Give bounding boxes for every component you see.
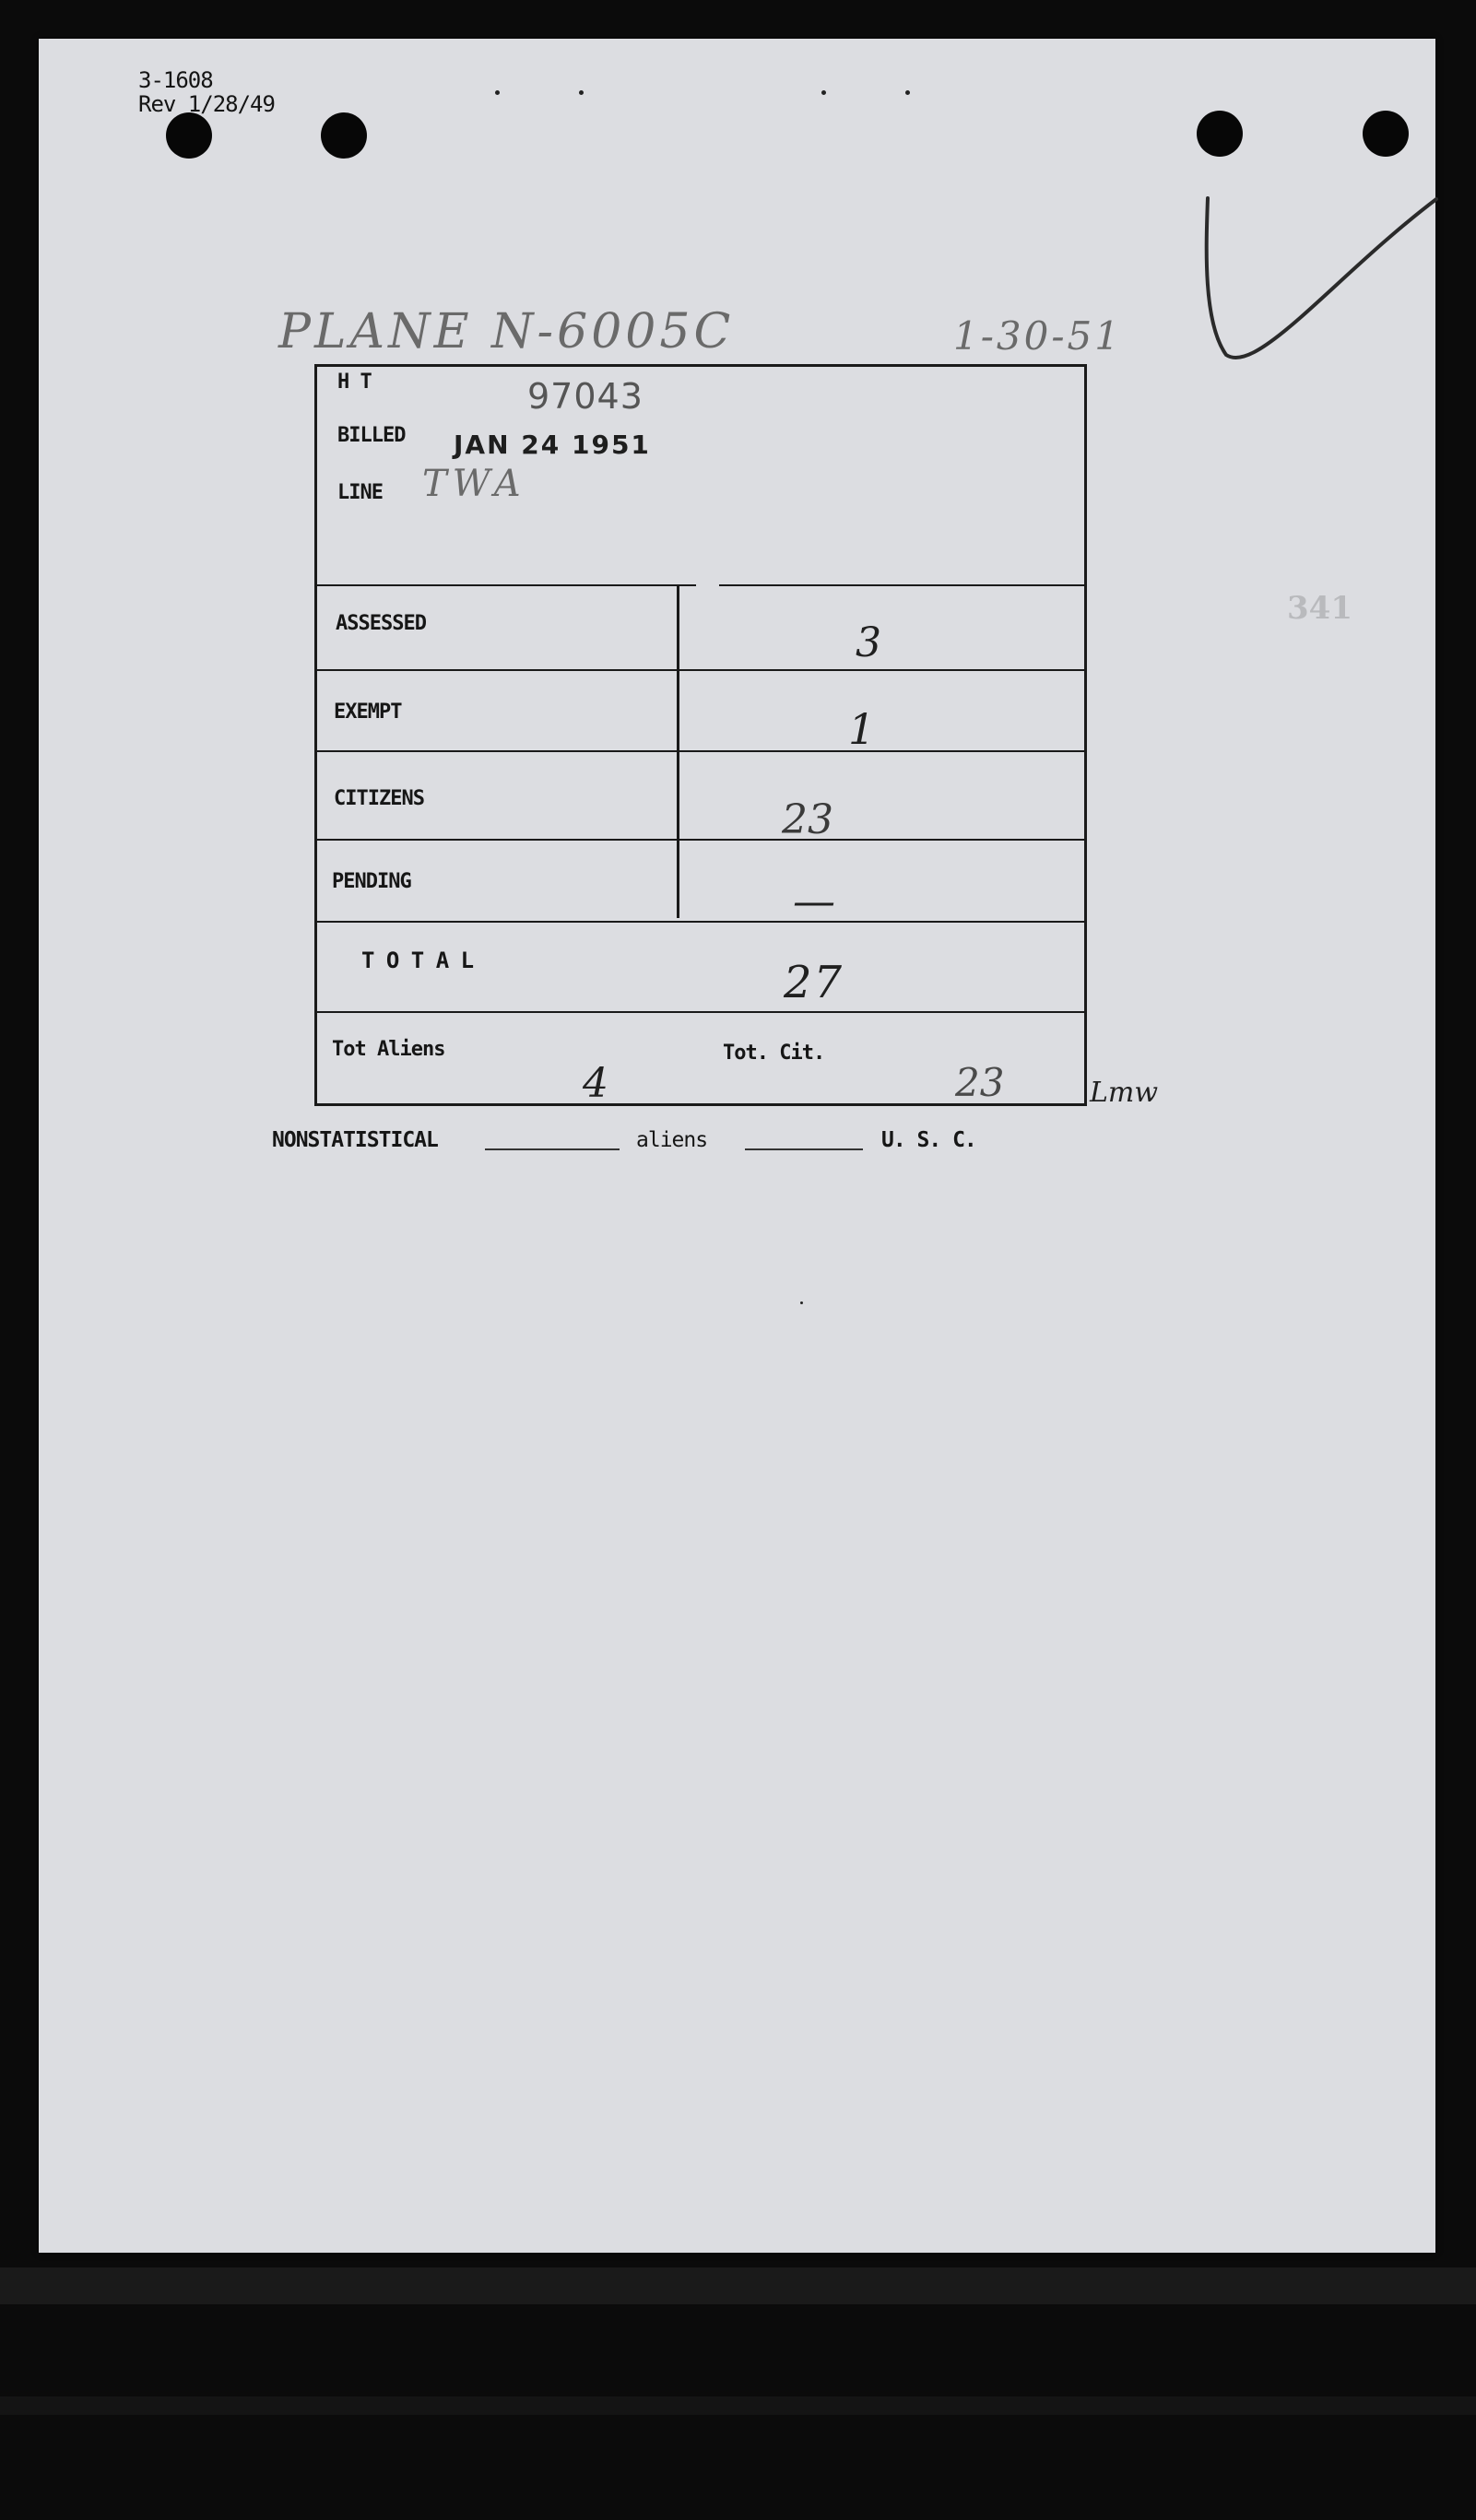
divider [314, 921, 1087, 923]
divider [314, 750, 1087, 752]
divider [314, 839, 1087, 841]
assessed-value: 3 [856, 619, 881, 666]
form-number: 3-1608 [138, 67, 213, 93]
total-citizens-value: 23 [955, 1060, 1005, 1105]
total-aliens-value: 4 [583, 1060, 608, 1107]
divider [314, 584, 696, 586]
usc-label: U. S. C. [881, 1128, 976, 1152]
handwritten-date: 1-30-51 [953, 313, 1122, 359]
scan-speck [495, 90, 500, 95]
aliens-label: aliens [636, 1128, 708, 1152]
scan-speck [800, 1301, 803, 1304]
clerk-initials: Lmw [1090, 1077, 1159, 1109]
divider [719, 584, 1087, 586]
nonstatistical-label: NONSTATISTICAL [272, 1128, 438, 1152]
citizens-value: 23 [782, 796, 833, 843]
scan-background-band [0, 2267, 1476, 2304]
ht-number-stamp: 97043 [527, 376, 644, 417]
scan-speck [821, 90, 826, 95]
punch-hole [1197, 111, 1243, 157]
total-citizens-label: Tot. Cit. [723, 1042, 825, 1065]
total-label: T O T A L [361, 948, 474, 973]
assessed-label: ASSESSED [336, 612, 426, 635]
margin-page-number: 341 [1287, 590, 1352, 627]
exempt-label: EXEMPT [334, 701, 402, 724]
scan-background-band [0, 2396, 1476, 2415]
column-divider [677, 586, 679, 918]
check-mark-icon [1199, 194, 1447, 369]
citizens-label: CITIZENS [334, 787, 424, 810]
exempt-value: 1 [848, 704, 876, 754]
scan-speck [905, 90, 910, 95]
punch-hole [1363, 111, 1409, 157]
divider [314, 1011, 1087, 1013]
total-value: 27 [784, 957, 844, 1008]
plane-number: PLANE N-6005C [278, 304, 735, 359]
line-label: LINE [337, 481, 383, 504]
airline-name: TWA [422, 463, 526, 505]
nonstatistical-blank [485, 1148, 620, 1150]
pending-label: PENDING [332, 870, 411, 893]
billed-date-stamp: JAN 24 1951 [454, 430, 651, 460]
divider [314, 669, 1087, 671]
punch-hole [166, 112, 212, 159]
scan-speck [579, 90, 584, 95]
ht-label: H T [337, 371, 372, 394]
aliens-blank [745, 1148, 863, 1150]
billed-label: BILLED [337, 424, 406, 447]
form-code [138, 68, 275, 116]
punch-hole [321, 112, 367, 159]
form-revision: Rev 1/28/49 [138, 91, 275, 117]
pending-value: — [793, 876, 835, 925]
total-aliens-label: Tot Aliens [332, 1038, 445, 1061]
